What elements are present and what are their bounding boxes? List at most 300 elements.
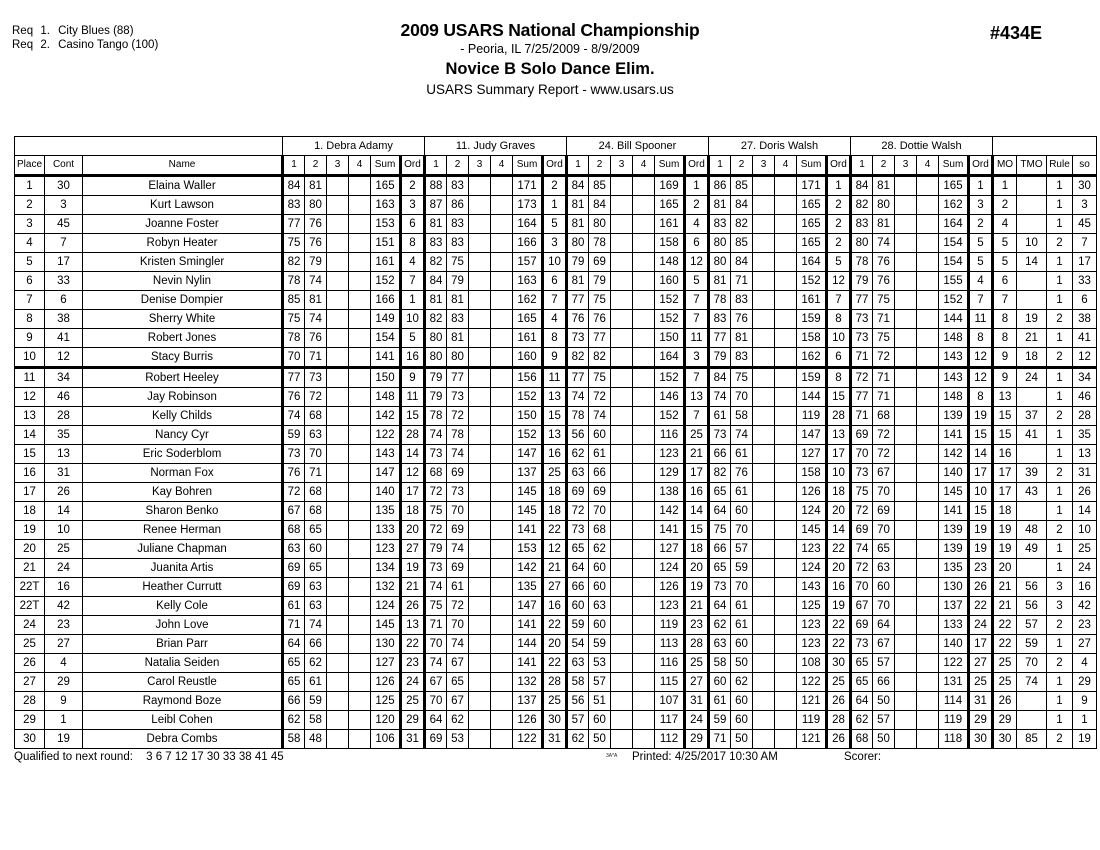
row-judge1-sum: 150 [371,368,401,388]
col-header-judge5-ord: Ord [969,156,993,176]
row-skate-order: 26 [1073,483,1097,502]
row-judge2-score2: 81 [447,291,469,310]
row-judge5-score4 [917,730,939,749]
row-rule: 1 [1047,215,1073,234]
row-judge5-score4 [917,597,939,616]
row-judge4-sum: 121 [797,692,827,711]
row-judge4-score2: 74 [731,426,753,445]
score-sheet-table [14,136,1097,749]
row-judge1-ordinal: 2 [401,176,425,196]
row-place: 21 [15,559,45,578]
row-judge2-score4 [491,692,513,711]
requirement-dance-name: Casino Tango (100) [58,39,159,51]
row-judge5-sum: 148 [939,329,969,348]
row-contestant-number: 25 [45,540,83,559]
row-total-majority-ordinal: 19 [1017,310,1047,329]
judge-name-3: 24. Bill Spooner [567,137,709,156]
row-judge2-score2: 74 [447,540,469,559]
row-judge4-score2: 82 [731,215,753,234]
row-judge3-score2: 63 [589,597,611,616]
row-judge3-score3 [611,348,633,368]
row-judge4-score1: 66 [709,540,731,559]
row-judge5-score1: 64 [851,692,873,711]
row-contestant-number: 17 [45,253,83,272]
row-judge3-score3 [611,483,633,502]
row-skate-order: 17 [1073,253,1097,272]
row-judge5-score3 [895,578,917,597]
row-judge1-ordinal: 10 [401,310,425,329]
row-judge5-score1: 65 [851,673,873,692]
row-skater-name: Juanita Artis [83,559,283,578]
row-judge2-ordinal: 31 [543,730,567,749]
row-judge4-score1: 81 [709,272,731,291]
row-judge4-ordinal: 5 [827,253,851,272]
row-total-majority-ordinal [1017,215,1047,234]
row-judge3-score4 [633,388,655,407]
row-skater-name: Denise Dompier [83,291,283,310]
row-judge2-score4 [491,368,513,388]
row-judge3-score2: 75 [589,368,611,388]
row-judge2-score4 [491,616,513,635]
row-judge1-score3 [327,540,349,559]
row-judge2-score4 [491,540,513,559]
row-judge2-ordinal: 16 [543,445,567,464]
row-judge2-sum: 171 [513,176,543,196]
row-judge1-ordinal: 16 [401,348,425,368]
printed-timestamp: Printed: 4/25/2017 10:30 AM [632,751,778,763]
competition-venue-dates: - Peoria, IL 7/25/2009 - 8/9/2009 [460,42,640,56]
col-header-judge2-sum: Sum [513,156,543,176]
row-skater-name: Kay Bohren [83,483,283,502]
row-place: 6 [15,272,45,291]
row-judge3-score1: 84 [567,176,589,196]
row-contestant-number: 13 [45,445,83,464]
row-judge2-score1: 80 [425,348,447,368]
row-judge3-sum: 141 [655,521,685,540]
row-judge5-ordinal: 30 [969,730,993,749]
row-judge4-sum: 152 [797,272,827,291]
qualified-label: Qualified to next round: [14,751,133,763]
col-header-judge5-score3: 3 [895,156,917,176]
row-judge1-score4 [349,291,371,310]
row-judge5-score2: 70 [873,483,895,502]
row-judge3-ordinal: 2 [685,196,709,215]
row-judge3-ordinal: 15 [685,521,709,540]
col-header-judge1-score4: 4 [349,156,371,176]
row-judge5-score3 [895,348,917,368]
row-judge3-score4 [633,654,655,673]
row-judge3-score1: 82 [567,348,589,368]
row-judge1-score1: 66 [283,692,305,711]
row-judge3-score2: 76 [589,310,611,329]
row-judge3-ordinal: 6 [685,234,709,253]
row-judge1-score4 [349,329,371,348]
row-majority-ordinal: 17 [993,464,1017,483]
row-judge3-score1: 62 [567,730,589,749]
row-judge2-score1: 70 [425,635,447,654]
row-judge4-score2: 75 [731,368,753,388]
row-judge1-score3 [327,348,349,368]
row-judge3-score4 [633,464,655,483]
row-judge5-score2: 67 [873,464,895,483]
sheet-footer [14,751,1074,763]
row-judge5-score4 [917,368,939,388]
row-judge5-score4 [917,234,939,253]
row-judge1-score4 [349,348,371,368]
row-judge4-score3 [753,692,775,711]
row-judge4-score3 [753,616,775,635]
col-header-judge3-score4: 4 [633,156,655,176]
row-judge5-ordinal: 15 [969,502,993,521]
row-judge1-score4 [349,711,371,730]
row-judge1-score4 [349,635,371,654]
row-judge3-sum: 123 [655,597,685,616]
row-judge2-score1: 75 [425,502,447,521]
row-skate-order: 4 [1073,654,1097,673]
row-total-majority-ordinal: 10 [1017,234,1047,253]
table-row [15,711,1097,730]
row-judge4-score4 [775,654,797,673]
row-judge5-ordinal: 2 [969,215,993,234]
row-rule: 1 [1047,483,1073,502]
row-judge5-score4 [917,426,939,445]
row-judge2-score3 [469,272,491,291]
row-judge4-score2: 61 [731,616,753,635]
row-judge5-score3 [895,407,917,426]
row-judge2-score2: 53 [447,730,469,749]
row-skater-name: Carol Reustle [83,673,283,692]
row-judge4-sum: 121 [797,730,827,749]
row-judge3-score4 [633,711,655,730]
row-judge2-score2: 69 [447,559,469,578]
row-skate-order: 12 [1073,348,1097,368]
row-judge3-ordinal: 23 [685,616,709,635]
row-rule: 2 [1047,310,1073,329]
row-skater-name: Eric Soderblom [83,445,283,464]
row-judge1-score1: 76 [283,388,305,407]
col-header-judge4-sum: Sum [797,156,827,176]
row-judge1-ordinal: 20 [401,521,425,540]
row-judge3-score3 [611,215,633,234]
row-judge3-score2: 78 [589,234,611,253]
row-judge4-score4 [775,597,797,616]
row-majority-ordinal: 5 [993,253,1017,272]
row-total-majority-ordinal: 48 [1017,521,1047,540]
row-judge5-ordinal: 8 [969,388,993,407]
row-judge4-score2: 57 [731,540,753,559]
row-judge2-sum: 126 [513,711,543,730]
row-judge1-score3 [327,692,349,711]
table-row [15,616,1097,635]
row-judge5-score4 [917,329,939,348]
table-row [15,348,1097,368]
row-judge4-sum: 123 [797,635,827,654]
row-judge3-score3 [611,521,633,540]
table-row [15,426,1097,445]
row-judge5-score3 [895,445,917,464]
row-judge4-score3 [753,578,775,597]
row-judge4-score1: 84 [709,368,731,388]
row-judge4-score4 [775,310,797,329]
row-skater-name: Norman Fox [83,464,283,483]
row-judge3-score2: 60 [589,559,611,578]
row-judge4-sum: 123 [797,540,827,559]
row-judge5-score4 [917,348,939,368]
row-judge5-score1: 84 [851,176,873,196]
row-judge4-score1: 64 [709,502,731,521]
row-judge4-score2: 76 [731,310,753,329]
row-judge2-ordinal: 1 [543,196,567,215]
row-judge4-ordinal: 8 [827,310,851,329]
table-row [15,559,1097,578]
row-judge4-score2: 50 [731,654,753,673]
row-rule: 2 [1047,464,1073,483]
row-judge2-sum: 141 [513,521,543,540]
row-judge2-score4 [491,635,513,654]
row-judge1-score3 [327,654,349,673]
col-header-judge5-score1: 1 [851,156,873,176]
row-judge2-ordinal: 22 [543,654,567,673]
row-judge2-score1: 88 [425,176,447,196]
row-judge4-ordinal: 22 [827,540,851,559]
col-header-judge4-score4: 4 [775,156,797,176]
row-judge3-score2: 57 [589,673,611,692]
row-contestant-number: 46 [45,388,83,407]
row-contestant-number: 30 [45,176,83,196]
row-judge5-score3 [895,464,917,483]
row-judge1-score4 [349,426,371,445]
row-judge3-ordinal: 31 [685,692,709,711]
row-judge1-ordinal: 22 [401,635,425,654]
row-judge2-ordinal: 22 [543,616,567,635]
row-judge5-score4 [917,272,939,291]
row-rule: 1 [1047,692,1073,711]
row-judge5-score4 [917,540,939,559]
row-total-majority-ordinal: 57 [1017,616,1047,635]
row-judge4-sum: 145 [797,521,827,540]
row-judge2-score1: 78 [425,407,447,426]
row-judge1-sum: 127 [371,654,401,673]
row-judge3-score1: 72 [567,502,589,521]
row-judge1-score3 [327,616,349,635]
row-skate-order: 45 [1073,215,1097,234]
row-judge1-score2: 73 [305,368,327,388]
event-name: Novice B Solo Dance Elim. [445,60,655,78]
row-judge1-score2: 65 [305,521,327,540]
row-contestant-number: 45 [45,215,83,234]
row-judge3-ordinal: 3 [685,348,709,368]
row-judge5-score3 [895,388,917,407]
row-judge4-score2: 60 [731,711,753,730]
row-judge2-score3 [469,711,491,730]
row-judge1-ordinal: 13 [401,616,425,635]
col-header-rule: Rule [1047,156,1073,176]
row-judge1-score2: 70 [305,445,327,464]
row-judge4-score2: 60 [731,635,753,654]
row-judge5-ordinal: 19 [969,540,993,559]
row-rule: 1 [1047,253,1073,272]
row-judge1-sum: 143 [371,445,401,464]
col-header-judge2-score4: 4 [491,156,513,176]
row-judge4-ordinal: 1 [827,176,851,196]
row-judge3-score3 [611,272,633,291]
row-judge4-score3 [753,730,775,749]
row-judge4-score3 [753,407,775,426]
row-judge3-ordinal: 7 [685,407,709,426]
row-judge5-ordinal: 19 [969,521,993,540]
banner-spacer-right [993,137,1097,156]
row-judge5-sum: 122 [939,654,969,673]
row-judge1-score3 [327,521,349,540]
row-judge4-score1: 66 [709,445,731,464]
row-judge4-score4 [775,521,797,540]
col-header-judge3-ord: Ord [685,156,709,176]
row-total-majority-ordinal: 43 [1017,483,1047,502]
row-judge5-score2: 57 [873,654,895,673]
row-judge4-ordinal: 6 [827,348,851,368]
row-judge2-ordinal: 9 [543,348,567,368]
row-place: 27 [15,673,45,692]
row-judge2-score3 [469,730,491,749]
row-judge2-ordinal: 5 [543,215,567,234]
row-judge3-score1: 59 [567,616,589,635]
row-judge2-score4 [491,502,513,521]
row-judge5-score3 [895,215,917,234]
row-judge2-sum: 132 [513,673,543,692]
row-judge2-sum: 141 [513,654,543,673]
row-judge4-score1: 83 [709,215,731,234]
report-title-block [0,20,1100,100]
row-judge5-score1: 75 [851,483,873,502]
row-judge4-sum: 127 [797,445,827,464]
row-skate-order: 42 [1073,597,1097,616]
row-judge2-sum: 156 [513,368,543,388]
row-judge4-score3 [753,654,775,673]
row-judge3-score4 [633,426,655,445]
row-judge1-score2: 68 [305,407,327,426]
row-judge5-score4 [917,578,939,597]
row-judge5-score3 [895,654,917,673]
row-judge2-score3 [469,597,491,616]
row-total-majority-ordinal [1017,291,1047,310]
row-judge1-score1: 65 [283,654,305,673]
row-contestant-number: 33 [45,272,83,291]
table-row [15,196,1097,215]
row-judge2-score2: 73 [447,483,469,502]
row-judge3-score4 [633,176,655,196]
row-judge5-score1: 78 [851,253,873,272]
row-judge3-sum: 113 [655,635,685,654]
row-place: 7 [15,291,45,310]
row-judge5-ordinal: 10 [969,483,993,502]
row-skater-name: Heather Currutt [83,578,283,597]
row-judge5-ordinal: 4 [969,272,993,291]
row-judge4-ordinal: 2 [827,234,851,253]
row-judge3-sum: 138 [655,483,685,502]
row-judge5-ordinal: 12 [969,368,993,388]
row-judge2-sum: 142 [513,559,543,578]
row-judge1-ordinal: 1 [401,291,425,310]
row-judge2-ordinal: 3 [543,234,567,253]
row-judge2-score4 [491,407,513,426]
row-judge2-sum: 165 [513,310,543,329]
row-judge3-ordinal: 25 [685,654,709,673]
row-judge5-score2: 50 [873,692,895,711]
row-judge5-score4 [917,253,939,272]
row-judge1-ordinal: 15 [401,407,425,426]
table-row [15,310,1097,329]
col-header-judge4-score2: 2 [731,156,753,176]
row-judge1-sum: 153 [371,215,401,234]
row-judge2-score3 [469,291,491,310]
row-judge4-score1: 64 [709,597,731,616]
row-judge3-score4 [633,673,655,692]
row-judge2-score3 [469,616,491,635]
col-header-judge2-score2: 2 [447,156,469,176]
row-skater-name: Robert Heeley [83,368,283,388]
row-judge2-score4 [491,445,513,464]
row-judge5-score4 [917,559,939,578]
row-judge5-sum: 143 [939,368,969,388]
row-skater-name: Juliane Chapman [83,540,283,559]
row-judge3-sum: 158 [655,234,685,253]
row-judge5-ordinal: 27 [969,654,993,673]
row-judge4-score2: 85 [731,234,753,253]
row-judge4-score1: 79 [709,348,731,368]
row-judge2-score3 [469,426,491,445]
row-majority-ordinal: 2 [993,196,1017,215]
row-judge1-sum: 163 [371,196,401,215]
row-judge4-sum: 108 [797,654,827,673]
row-judge4-score4 [775,426,797,445]
row-contestant-number: 9 [45,692,83,711]
row-judge3-sum: 126 [655,578,685,597]
row-judge1-score4 [349,654,371,673]
row-judge1-ordinal: 9 [401,368,425,388]
banner-spacer [15,137,283,156]
row-place: 24 [15,616,45,635]
row-judge5-score1: 73 [851,464,873,483]
row-judge1-score4 [349,176,371,196]
row-judge4-score1: 71 [709,730,731,749]
row-judge2-sum: 137 [513,464,543,483]
row-judge3-score1: 79 [567,253,589,272]
row-judge5-score2: 68 [873,407,895,426]
row-judge5-sum: 141 [939,426,969,445]
row-judge3-ordinal: 21 [685,445,709,464]
row-judge2-score1: 79 [425,368,447,388]
row-judge4-score3 [753,253,775,272]
row-judge2-score1: 82 [425,310,447,329]
row-judge1-score1: 69 [283,578,305,597]
row-majority-ordinal: 19 [993,521,1017,540]
row-judge4-ordinal: 10 [827,329,851,348]
row-judge4-score1: 62 [709,616,731,635]
table-row [15,234,1097,253]
row-judge4-ordinal: 2 [827,196,851,215]
row-skate-order: 35 [1073,426,1097,445]
row-skate-order: 1 [1073,711,1097,730]
row-judge5-score4 [917,291,939,310]
row-judge4-score3 [753,196,775,215]
row-judge5-sum: 119 [939,711,969,730]
row-judge4-score4 [775,388,797,407]
row-judge1-ordinal: 5 [401,329,425,348]
row-judge3-score3 [611,407,633,426]
row-judge2-score2: 75 [447,253,469,272]
row-rule: 1 [1047,673,1073,692]
row-judge1-ordinal: 28 [401,426,425,445]
